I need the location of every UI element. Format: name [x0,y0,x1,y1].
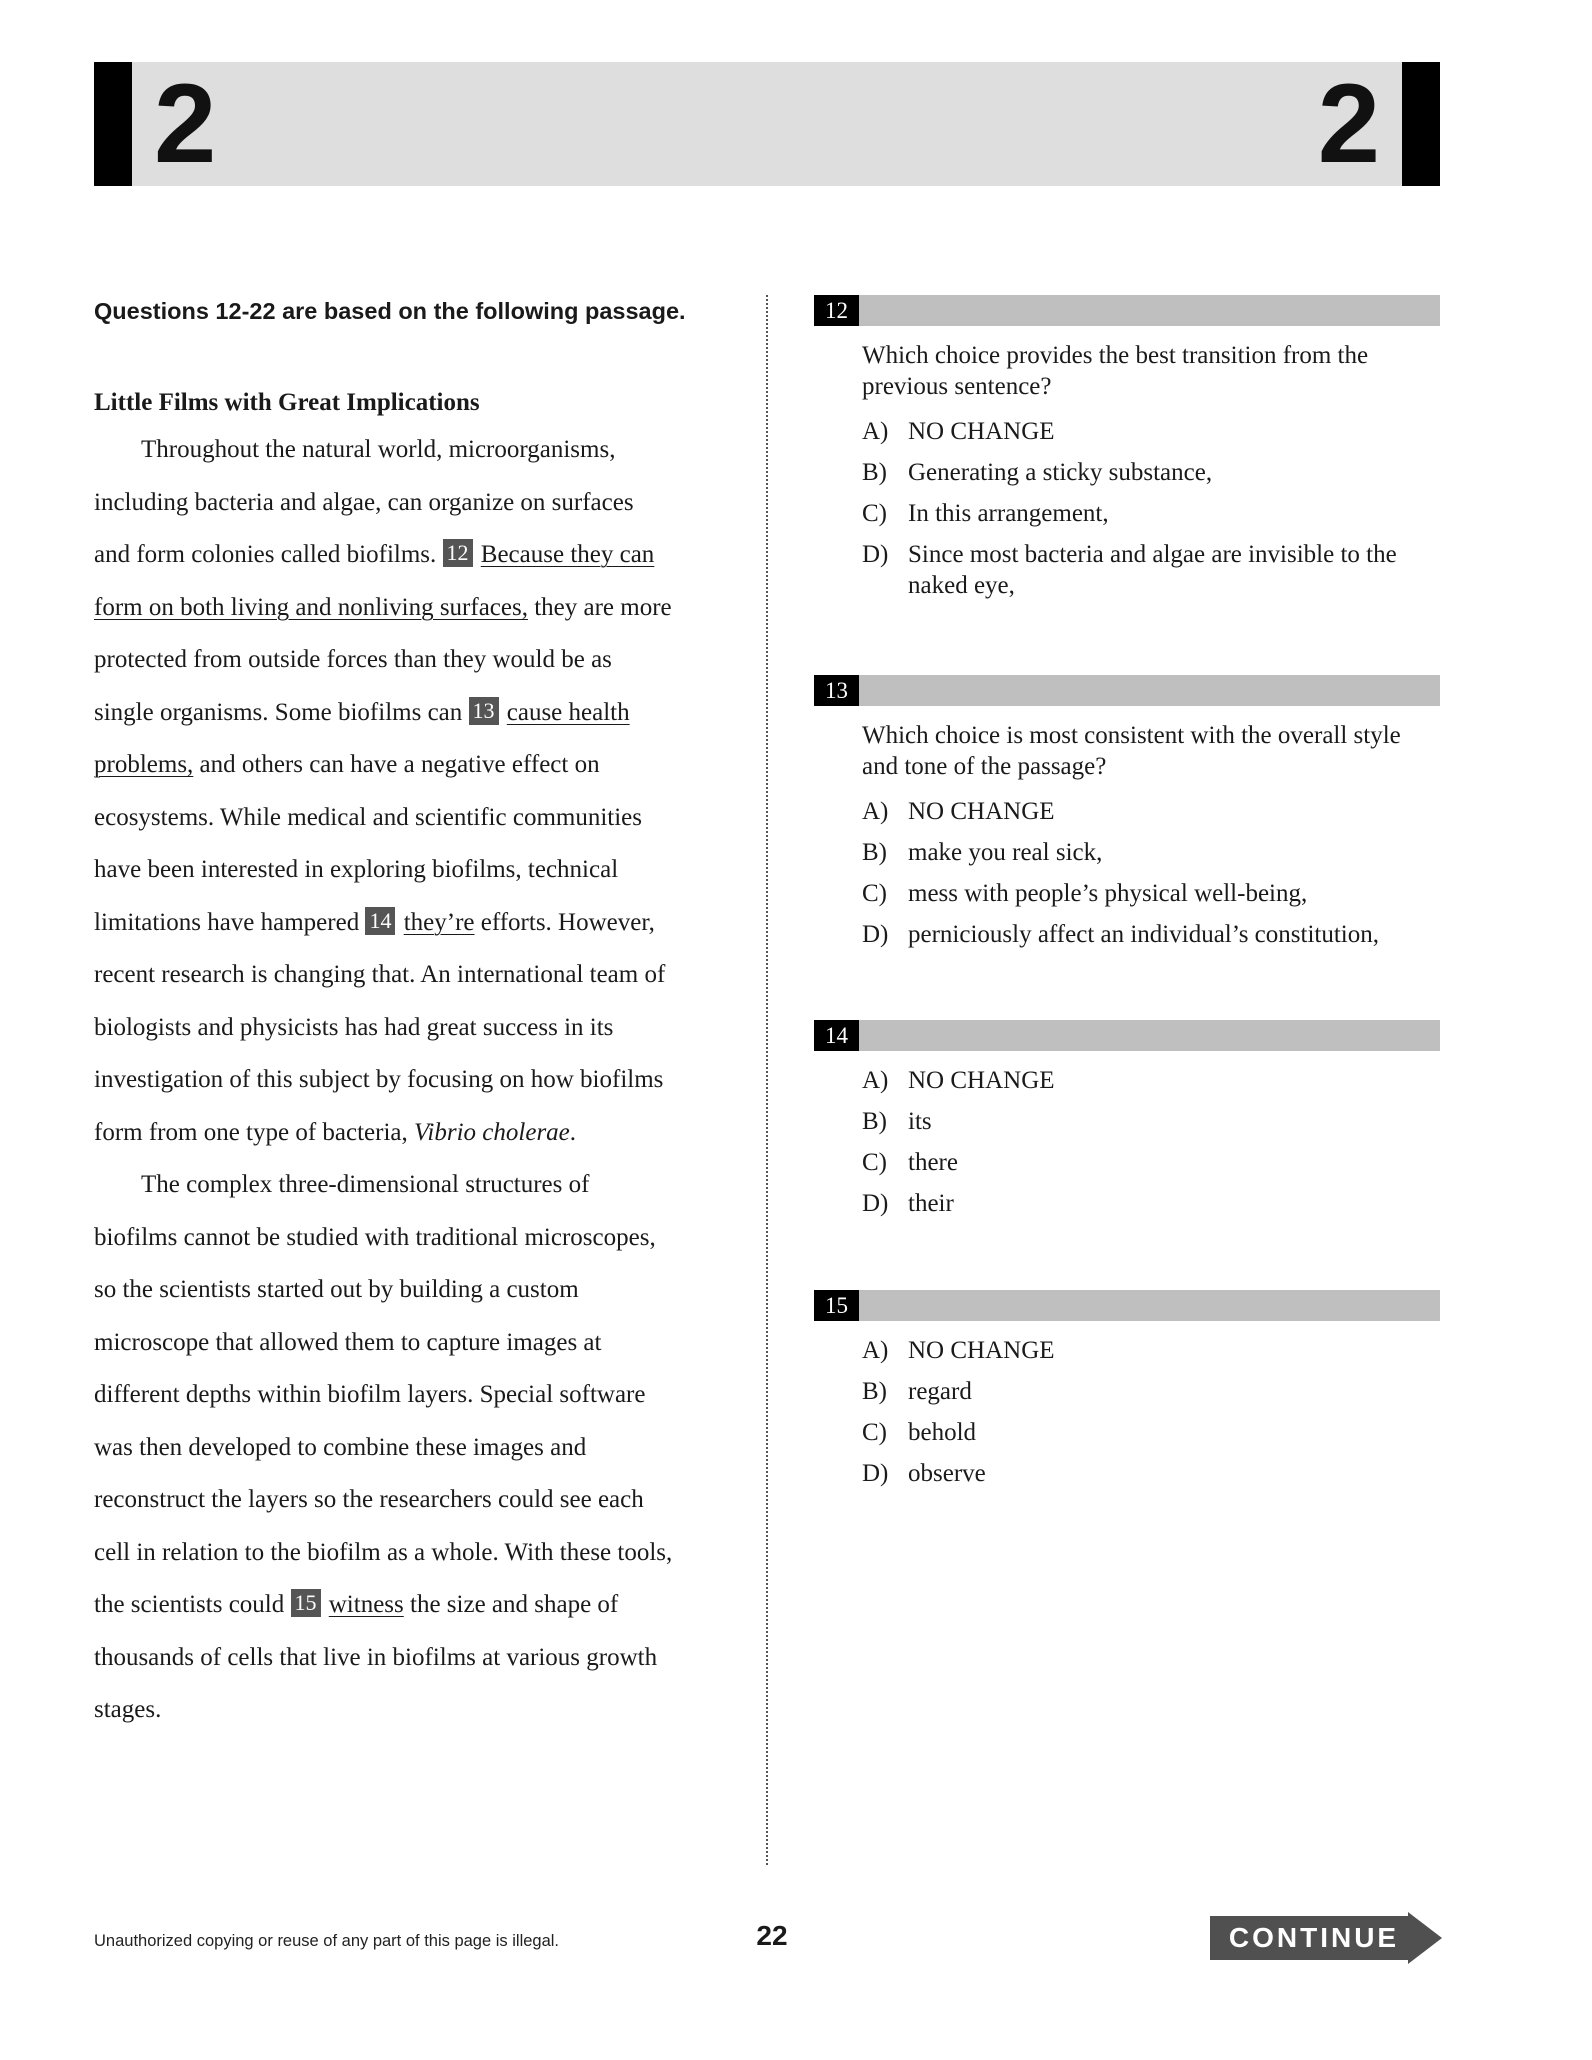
passage-line [94,897,734,950]
passage-paragraph-2 [94,1159,734,1737]
question-marker-12[interactable]: 12 [443,539,473,567]
choice-letter: D) [862,541,889,568]
text: The complex three-dimensional structures of [141,1171,590,1198]
choice-letter: A) [862,418,889,445]
choice-letter: D) [862,921,889,948]
choice-letter: D) [862,1190,889,1217]
section-number-right: 2 [1317,61,1380,186]
page-number: 22 [756,1920,788,1951]
choice-text: their [908,1190,954,1217]
choice-text: Generating a sticky substance, [908,459,1213,486]
question-number: 13 [814,675,859,706]
passage-title: Little Films with Great Implications [94,389,480,416]
text: stages. [94,1696,162,1723]
passage-paragraph-1 [94,424,734,1159]
passage-line [94,634,734,687]
question-header-bar [814,675,1440,706]
underlined-text-13-cont[interactable]: problems, [94,751,194,778]
choice-text: perniciously affect an individual’s constitution, [908,921,1379,948]
text: and form colonies called biofilms. [94,541,437,568]
answer-choice-c[interactable] [862,878,1440,909]
text: so the scientists started out by building a custom [94,1276,579,1303]
choice-letter: C) [862,500,887,527]
choice-letter: A) [862,1067,889,1094]
question-13 [814,675,1440,960]
choice-letter: B) [862,459,887,486]
text: the scientists could [94,1591,285,1618]
question-prompt: Which choice provides the best transition from the previous sentence? [862,342,1369,400]
passage-line [94,1422,734,1475]
choice-letter: C) [862,1149,887,1176]
text: ecosystems. While medical and scientific communities [94,803,642,831]
choice-letter: B) [862,1378,887,1405]
passage-line [94,1632,734,1685]
passage-line [94,687,734,740]
passage-line [94,1002,734,1055]
answer-choice-a[interactable] [862,796,1440,827]
text: thousands of cells that live in biofilms at various growth [94,1643,658,1671]
underlined-text-12[interactable]: Because they can [480,541,655,568]
section-edge-left [94,62,132,186]
text: investigation of this subject by focusing on how biofilms [94,1066,664,1093]
underlined-text-12-cont[interactable]: form on both living and nonliving surfaces, [94,593,528,621]
question-header-bar [814,295,1440,326]
continue-label: CONTINUE [1228,1922,1400,1953]
question-header-bar [814,1290,1440,1321]
question-marker-14[interactable]: 14 [365,907,395,935]
passage-line [94,792,734,845]
text: biologists and physicists has had great success in its [94,1013,614,1041]
passage-column [94,295,734,1737]
passage-line [94,1527,734,1580]
answer-choice-d[interactable] [862,539,1440,601]
answer-choice-c[interactable] [862,498,1440,529]
answer-choice-a[interactable] [862,1065,1440,1096]
choice-text: there [908,1149,958,1176]
text: have been interested in exploring biofilms, technical [94,856,619,883]
text: they are more [527,593,672,621]
copyright-notice: Unauthorized copying or reuse of any part of this page is illegal. [94,1932,560,1950]
passage-line [94,582,734,635]
text: single organisms. Some biofilms can [94,698,463,726]
choice-letter: A) [862,1337,889,1364]
answer-choice-d[interactable] [862,919,1440,950]
question-14 [814,1020,1440,1229]
passage-line [94,1317,734,1370]
choice-text: NO CHANGE [908,1337,1055,1364]
answer-choice-d[interactable] [862,1458,1440,1489]
choice-text: behold [908,1419,977,1446]
text: microscope that allowed them to capture images at [94,1328,602,1356]
choice-letter: B) [862,1108,887,1135]
answer-choices [862,1335,1440,1489]
question-header-bar [814,1020,1440,1051]
answer-choice-d[interactable] [862,1188,1440,1219]
text: the size and shape of [403,1591,619,1618]
text: including bacteria and algae, can organize on surfaces [94,488,634,516]
choice-letter: C) [862,880,887,907]
section-edge-right [1402,62,1440,186]
passage-line [94,1264,734,1317]
passage-intro: Questions 12-22 are based on the following passage. [94,298,686,324]
passage-line [94,1579,734,1632]
passage-line [94,1369,734,1422]
question-15 [814,1290,1440,1499]
answer-choices [862,416,1440,601]
text: and others can have a negative effect on [193,751,600,778]
continue-button[interactable] [1210,1912,1442,1964]
text: different depths within biofilm layers. Special software [94,1381,646,1408]
choice-text: make you real sick, [908,839,1103,866]
text: form from one type of bacteria, [94,1118,415,1146]
text: Throughout the natural world, microorganisms, [141,436,616,463]
underlined-text-15[interactable]: witness [328,1591,404,1618]
choice-text: In this arrangement, [908,500,1109,527]
passage-line [94,424,734,477]
choice-text: NO CHANGE [908,798,1055,825]
question-number: 15 [814,1290,859,1321]
underlined-text-14[interactable]: they’re [403,908,475,936]
answer-choice-a[interactable] [862,416,1440,447]
choice-letter: B) [862,839,887,866]
section-header-bar [94,62,1440,186]
text: limitations have hampered [94,908,360,936]
choice-text: Since most bacteria and algae are invisible to the naked eye, [908,541,1397,599]
choice-letter: A) [862,798,889,825]
question-12 [814,295,1440,611]
passage-line [94,949,734,1002]
question-number: 12 [814,295,859,326]
passage-line [94,1212,734,1265]
text: . [569,1118,577,1146]
answer-choice-b[interactable] [862,1106,1440,1137]
answer-choice-b[interactable] [862,457,1440,488]
text: protected from outside forces than they would be as [94,646,612,673]
choice-text: its [908,1108,932,1135]
underlined-text-13[interactable]: cause health [506,698,630,726]
answer-choice-b[interactable] [862,1376,1440,1407]
passage-line [94,1684,734,1737]
section-number-left: 2 [154,61,217,186]
text: recent research is changing that. An international team of [94,961,666,988]
choice-text: NO CHANGE [908,418,1055,445]
text: biofilms cannot be studied with traditional microscopes, [94,1223,656,1251]
choice-letter: C) [862,1419,887,1446]
choice-text: observe [908,1460,986,1487]
column-divider [766,295,768,1865]
answer-choices [862,1065,1440,1219]
passage-line [94,1054,734,1107]
text: efforts. However, [474,908,655,936]
choice-letter: D) [862,1460,889,1487]
passage-line [94,1474,734,1527]
answer-choices [862,796,1440,950]
text: cell in relation to the biofilm as a whole. With these tools, [94,1538,673,1566]
text: was then developed to combine these images and [94,1433,587,1461]
choice-text: mess with people’s physical well-being, [908,880,1308,907]
text: reconstruct the layers so the researchers could see each [94,1486,644,1513]
question-number: 14 [814,1020,859,1051]
passage-line [94,739,734,792]
choice-text: regard [908,1378,972,1405]
answer-choice-a[interactable] [862,1335,1440,1366]
passage-line [94,844,734,897]
question-marker-15[interactable]: 15 [291,1589,321,1617]
passage-line [94,1159,734,1212]
answer-choice-c[interactable] [862,1417,1440,1448]
passage-body [94,424,734,1737]
passage-line [94,1107,734,1160]
choice-text: NO CHANGE [908,1067,1055,1094]
passage-line [94,529,734,582]
question-marker-13[interactable]: 13 [469,697,499,725]
answer-choice-b[interactable] [862,837,1440,868]
species-name: Vibrio cholerae [414,1118,570,1146]
answer-choice-c[interactable] [862,1147,1440,1178]
passage-line [94,477,734,530]
question-prompt: Which choice is most consistent with the overall style and tone of the passage? [862,722,1401,780]
